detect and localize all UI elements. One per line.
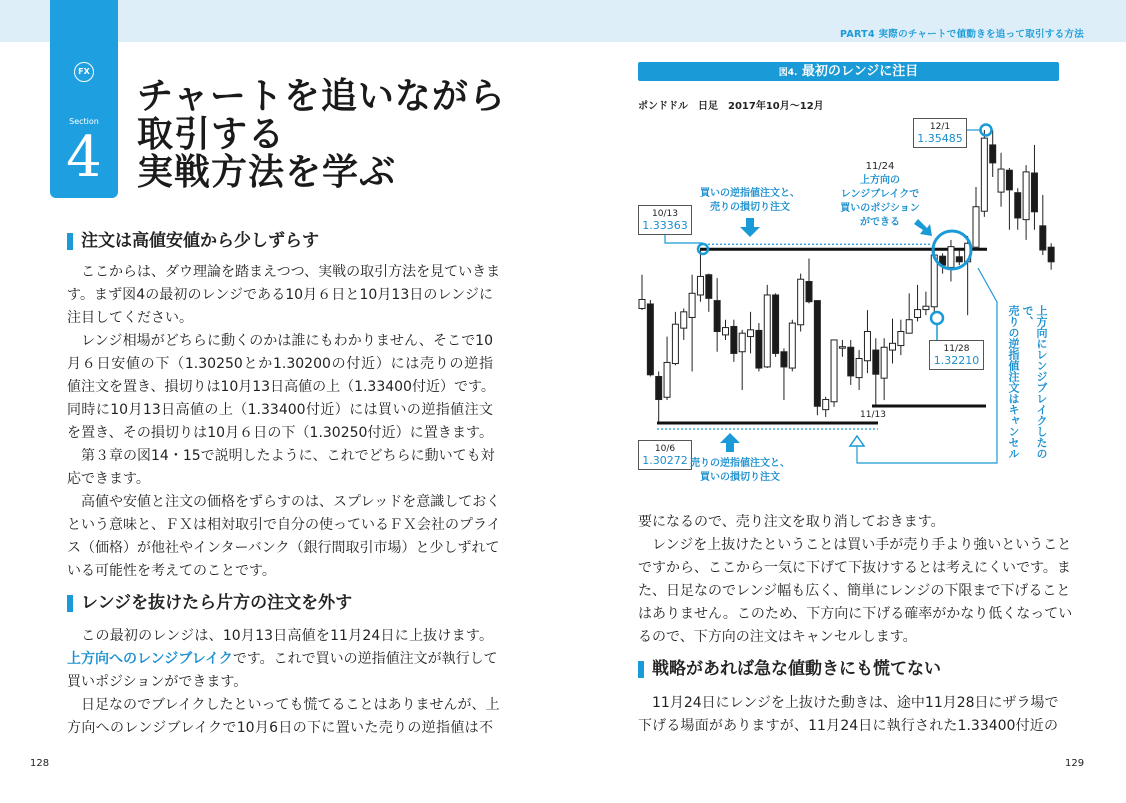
candle-body bbox=[1048, 247, 1054, 262]
page-number-left: 128 bbox=[30, 758, 50, 769]
body-line: 要になるので、売り注文を取り消しておきます。 bbox=[638, 514, 945, 530]
body-line: を置き、その損切りは10月６日の下（1.30250付近）に置きます。 bbox=[67, 425, 493, 441]
candle-body bbox=[906, 320, 912, 333]
candle-body bbox=[689, 293, 695, 317]
arrow-down-icon bbox=[740, 218, 760, 237]
arrow-up-icon bbox=[720, 433, 740, 452]
candle-body bbox=[1006, 170, 1012, 190]
candle-body bbox=[923, 306, 929, 309]
candle-body bbox=[639, 299, 645, 308]
label-10-13: 10/13 1.33363 bbox=[638, 205, 692, 235]
running-title: PART4 実際のチャートで値動きを追って取引する方法 bbox=[839, 29, 1084, 40]
label-10-6: 10/6 1.30272 bbox=[638, 440, 692, 470]
candle-body bbox=[1023, 172, 1029, 220]
candle-body bbox=[814, 301, 820, 407]
candle-body bbox=[739, 333, 745, 352]
candle-body bbox=[948, 247, 954, 268]
candle-body bbox=[831, 340, 837, 402]
connector-10-13 bbox=[665, 235, 703, 243]
candle-body bbox=[1031, 173, 1037, 212]
section-heading: レンジを抜けたら片方の注文を外す bbox=[67, 593, 352, 613]
body-line: 値注文を置き、損切りは10月13日高値の上（1.33400付近）です。 bbox=[67, 379, 495, 395]
body-line: 同時に10月13日高値の上（1.33400付近）には買いの逆指値注文 bbox=[67, 402, 493, 418]
candle-body bbox=[973, 207, 979, 247]
body-line: ですから、ここから一気に下げて下抜けするとは考えにくいです。ま bbox=[638, 560, 1071, 576]
body-line: ここからは、ダウ理論を踏まえつつ、実戦の取引方法を見ていきま bbox=[67, 264, 501, 280]
candle-body bbox=[915, 310, 921, 318]
candle-body bbox=[731, 326, 737, 353]
candle-body bbox=[706, 275, 712, 299]
date-label-11-13: 11/13 bbox=[860, 410, 886, 420]
candle-body bbox=[856, 358, 862, 377]
annotation-breakout: 11/24 上方向の レンジブレイクで 買いのポジション ができる bbox=[840, 161, 920, 228]
body-line: 下げる場面がありますが、11月24日に執行された1.33400付近の bbox=[638, 718, 1058, 734]
candle-body bbox=[873, 350, 879, 374]
candle-body bbox=[848, 347, 854, 376]
candle-body bbox=[898, 332, 904, 346]
candle-body bbox=[756, 330, 762, 368]
body-line: ス（価格）が他社やインターバンク（銀行間取引市場）と少しずれて bbox=[67, 540, 500, 556]
candle-body bbox=[956, 257, 962, 262]
section-heading: 注文は高値安値から少しずらす bbox=[67, 231, 319, 251]
body-line: 応できます。 bbox=[67, 471, 150, 487]
body-line: た、日足なのでレンジ幅も広く、簡単にレンジの下限まで下げること bbox=[638, 583, 1071, 599]
candle-body bbox=[990, 145, 996, 163]
body-line: 高値や安値と注文の価格をずらすのは、スプレッドを意識しておく bbox=[67, 494, 501, 510]
annotation-buy-stop: 買いの逆指値注文と、 売りの損切り注文 bbox=[700, 188, 800, 213]
body-line: 方向へのレンジブレイクで10月6日の下に置いた売りの逆指値は不 bbox=[67, 720, 493, 736]
candle-body bbox=[664, 362, 670, 397]
figure-title: 最初のレンジに注目 bbox=[801, 64, 919, 79]
title-line: 実戦方法を学ぶ bbox=[137, 152, 397, 193]
highlight-text: 上方向へのレンジブレイク bbox=[67, 651, 233, 667]
candle-body bbox=[647, 304, 653, 375]
annotation-sell-stop: 売りの逆指値注文と、 買いの損切り注文 bbox=[690, 458, 790, 483]
candle-body bbox=[864, 332, 870, 361]
candle-body bbox=[764, 295, 770, 367]
body-text: です。これで買いの逆指値注文が執行して bbox=[232, 651, 498, 667]
fx-badge-icon: FX bbox=[74, 62, 94, 82]
body-line: レンジ相場がどちらに動くのかは誰にもわかりません、そこで10 bbox=[67, 333, 493, 349]
body-line: という意味と、ＦＸは相対取引で自分の使っているＦＸ会社のプライ bbox=[67, 517, 501, 533]
circle-12-1 bbox=[981, 125, 992, 136]
body-line: 日足なのでブレイクしたといっても慌てることはありませんが、上 bbox=[67, 697, 500, 713]
candle-body bbox=[748, 330, 754, 337]
page-number-right: 129 bbox=[1065, 758, 1085, 769]
section-heading: 戦略があれば急な値動きにも慌てない bbox=[638, 659, 941, 679]
label-11-28: 11/28 1.32210 bbox=[929, 340, 984, 370]
arrow-up-outline-icon bbox=[850, 436, 864, 446]
body-line: 月６日安値の下（1.30250とか1.30200の付近）には売りの逆指 bbox=[67, 356, 493, 372]
body-line: 第３章の図14・15で説明したように、これでどちらに動いても対 bbox=[67, 448, 495, 464]
label-12-1: 12/1 1.35485 bbox=[913, 118, 967, 148]
annotation-cancel: 上方向にレンジブレイクしたので、 売りの逆指値注文はキャンセル bbox=[1007, 305, 1048, 459]
candle-body bbox=[823, 400, 829, 410]
candle-body bbox=[789, 323, 795, 368]
body-line: はありません。このため、下方向に下げる確率がかなり低くなってい bbox=[638, 606, 1073, 622]
candle-body bbox=[981, 138, 987, 211]
body-line: す。まず図4の最初のレンジである10月６日と10月13日のレンジに bbox=[67, 287, 493, 303]
body-line: 11月24日にレンジを上抜けた動きは、途中11月28日にザラ場で bbox=[638, 695, 1059, 711]
candle-body bbox=[672, 324, 678, 363]
candle-body bbox=[656, 376, 662, 399]
body-line: いる可能性を考えてのことです。 bbox=[67, 563, 276, 579]
body-line: 注目してください。 bbox=[67, 310, 193, 326]
section-number: 4 bbox=[66, 125, 102, 190]
candle-body bbox=[839, 347, 845, 349]
circle-11-28 bbox=[931, 312, 943, 324]
title-line: 取引する bbox=[137, 114, 286, 155]
candle-body bbox=[681, 312, 687, 328]
candle-body bbox=[998, 169, 1004, 192]
candle-body bbox=[781, 352, 787, 367]
body-line: 買いポジションができます。 bbox=[67, 674, 248, 690]
candle-body bbox=[697, 276, 703, 295]
candle-body bbox=[1015, 193, 1021, 218]
candle-body bbox=[723, 328, 729, 335]
title-line: チャートを追いながら bbox=[137, 76, 506, 117]
candle-body bbox=[798, 279, 804, 325]
candle-body bbox=[773, 295, 779, 353]
candle-body bbox=[881, 347, 887, 378]
figure-subtitle: ポンドドル 日足 2017年10月〜12月 bbox=[638, 101, 824, 112]
candle-body bbox=[714, 301, 720, 332]
candle-body bbox=[890, 343, 896, 350]
body-line: るので、下方向の注文はキャンセルします。 bbox=[638, 629, 917, 645]
body-line: レンジを上抜けたということは買い手が売り手より強いということ bbox=[638, 537, 1072, 553]
body-line: この最初のレンジは、10月13日高値を11月24日に上抜けます。 bbox=[67, 628, 493, 644]
candle-body bbox=[1040, 226, 1046, 250]
figure-prefix: 図4. bbox=[778, 68, 798, 78]
candle-body bbox=[806, 281, 812, 301]
section-label: Section bbox=[69, 117, 99, 126]
